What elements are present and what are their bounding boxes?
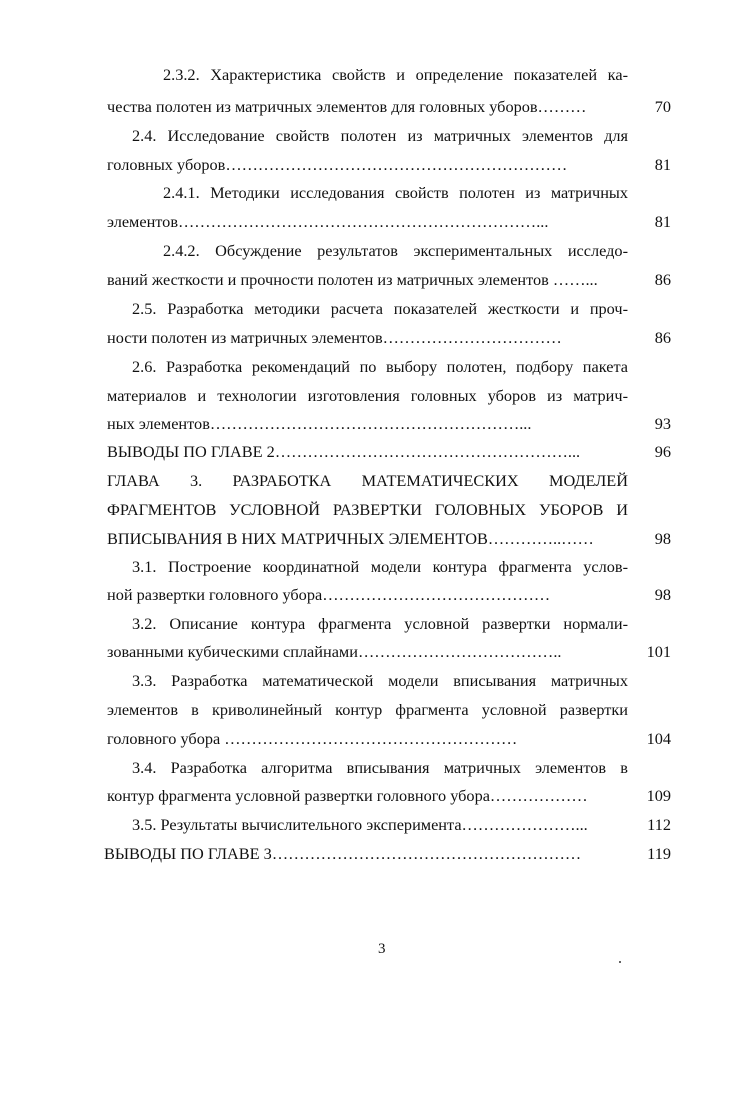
toc-page-number: 112 [647,815,671,834]
toc-page-number: 109 [646,786,671,805]
toc-page-number: 81 [654,155,671,174]
toc-page-number: 104 [646,729,671,748]
toc-line: 3.5. Результаты вычислительного эксперимента…………………... [132,815,588,834]
toc-page-number: 93 [654,414,671,433]
toc-line: ВЫВОДЫ ПО ГЛАВЕ 2………………………………………………... [107,442,581,461]
toc-line: ных элементов…………………………………………………... [107,414,532,433]
toc-line: 2.6. Разработка рекомендаций по выбору полотен, подбору пакета [132,357,628,376]
toc-page-number: 86 [654,270,671,289]
toc-page-number: 81 [654,212,671,231]
toc-line: 2.4.2. Обсуждение результатов экспериментальных исследо- [163,241,628,260]
toc-line: 2.4.1. Методики исследования свойств полотен из матричных [163,183,628,202]
scan-speck [619,961,621,963]
toc-line: ВЫВОДЫ ПО ГЛАВЕ 3………………………………………………… [104,844,582,863]
toc-line: элементов…………………………………………………………... [107,212,549,231]
toc-line: ности полотен из матричных элементов…………………………… [107,328,562,347]
toc-line: материалов и технологии изготовления головных уборов из матрич- [107,386,628,405]
toc-line: 3.1. Построение координатной модели контура фрагмента услов- [132,557,628,576]
toc-line: ВПИСЫВАНИЯ В НИХ МАТРИЧНЫХ ЭЛЕМЕНТОВ…………..…… [107,529,594,548]
toc-line: чества полотен из матричных элементов для головных уборов……… [107,97,587,116]
toc-line: 3.4. Разработка алгоритма вписывания матричных элементов в [132,758,628,777]
toc-page-number: 86 [654,328,671,347]
toc-line: ной развертки головного убора…………………………………… [107,585,551,604]
toc-line: 2.3.2. Характеристика свойств и определение показателей ка- [163,65,628,84]
toc-line: головных уборов……………………………………………………… [107,155,568,174]
toc-line: ваний жесткости и прочности полотен из матричных элементов ……... [107,270,598,289]
toc-page-number: 119 [647,844,671,863]
toc-line: 3.2. Описание контура фрагмента условной развертки нормали- [132,614,628,633]
toc-line: головного убора ……………………………………………… [107,729,518,748]
toc-page-number: 98 [654,585,671,604]
toc-line: 3.3. Разработка математической модели вписывания матричных [132,671,628,690]
toc-line: 2.4. Исследование свойств полотен из матричных элементов для [132,126,628,145]
toc-page-number: 98 [654,529,671,548]
toc-line: контур фрагмента условной развертки головного убора……………… [107,786,588,805]
folio-page-number: 3 [378,941,386,957]
toc-line: зованными кубическими сплайнами……………………………….. [107,642,562,661]
toc-page-number: 101 [646,642,671,661]
toc-line: 2.5. Разработка методики расчета показателей жесткости и проч- [132,299,628,318]
toc-line: ГЛАВА 3. РАЗРАБОТКА МАТЕМАТИЧЕСКИХ МОДЕЛЕЙ [107,471,628,490]
toc-line: ФРАГМЕНТОВ УСЛОВНОЙ РАЗВЕРТКИ ГОЛОВНЫХ УБОРОВ И [107,500,628,519]
toc-line: элементов в криволинейный контур фрагмента условной развертки [107,700,628,719]
toc-page-number: 70 [654,97,671,116]
toc-page-number: 96 [654,442,671,461]
